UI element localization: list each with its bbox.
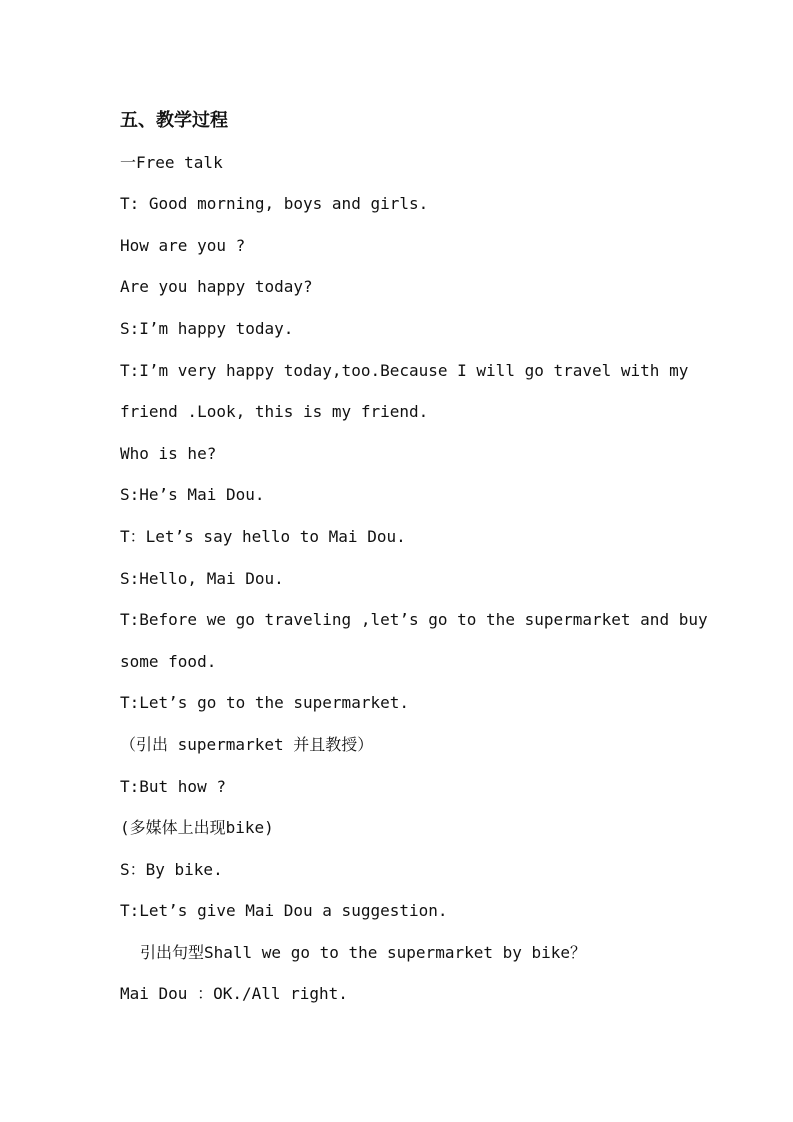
text-line: Mai Dou ：OK./All right. [120,984,348,1004]
text-line: T:Before we go traveling ,let’s go to the supermarket and buy [120,610,708,630]
text-line: T: Good morning, boys and girls. [120,194,429,214]
text-line: S:Hello, Mai Dou. [120,568,284,588]
text-line: T：Let’s say hello to Mai Dou. [120,526,406,546]
text-line: 一Free talk [120,152,223,172]
text-line: How are you ? [120,235,246,255]
text-line: S:He’s Mai Dou. [120,485,265,505]
text-line: S：By bike. [120,859,223,879]
text-line-indented: 引出句型Shall we go to the supermarket by bike？ [140,942,587,962]
text-line: S:I’m happy today. [120,318,294,338]
text-line: friend .Look, this is my friend. [120,402,429,422]
text-line: T:Let’s give Mai Dou a suggestion. [120,901,448,921]
text-line: T:Let’s go to the supermarket. [120,693,409,713]
text-line: Are you happy today? [120,277,313,297]
text-line: （引出 supermarket 并且教授） [120,734,374,754]
text-line: T:But how ? [120,776,226,796]
text-line: some food. [120,651,217,671]
text-line: T:I’m very happy today,too.Because I will go travel with my [120,360,689,380]
section-heading: 五、教学过程 [120,110,228,131]
text-line: Who is he? [120,443,217,463]
document-body [120,100,720,1015]
text-line: (多媒体上出现bike) [120,818,274,838]
